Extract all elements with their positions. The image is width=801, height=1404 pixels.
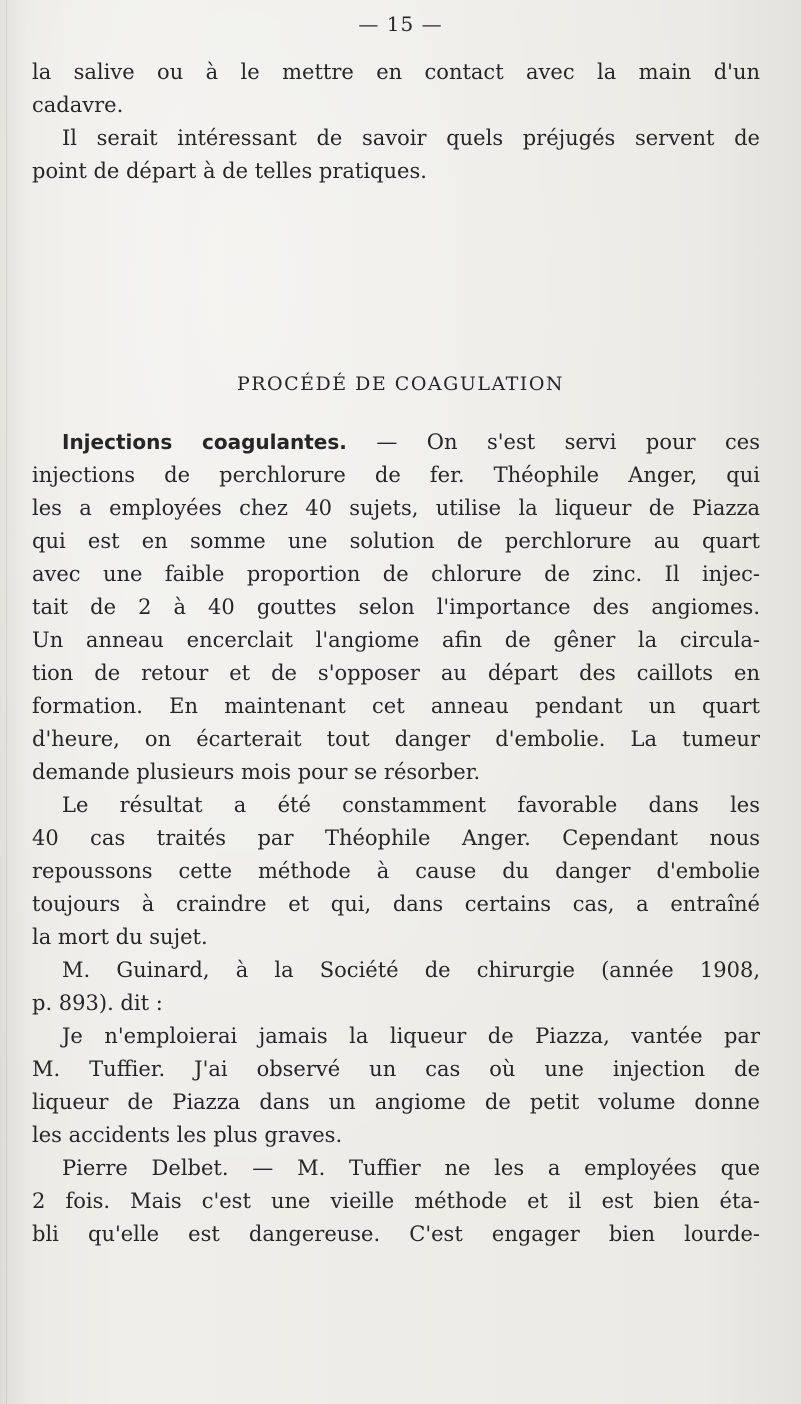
text-line: la mort du sujet. bbox=[32, 925, 208, 949]
text-line: 2 fois. Mais c'est une vieille méthode et il est bien éta- bbox=[32, 1189, 760, 1213]
text-line: p. 893). dit : bbox=[32, 991, 163, 1015]
text-line: les accidents les plus graves. bbox=[32, 1123, 343, 1147]
text-line: point de départ à de telles pratiques. bbox=[32, 159, 427, 183]
text-line: tait de 2 à 40 gouttes selon l'importance des angiomes. bbox=[32, 595, 760, 619]
text-line: Pierre Delbet. — M. Tuffier ne les a employées que bbox=[62, 1156, 760, 1180]
intro-paragraph bbox=[32, 56, 760, 188]
text-line: Il serait intéressant de savoir quels préjugés servent de bbox=[62, 126, 760, 150]
text-line: la salive ou à le mettre en contact avec la main d'un bbox=[32, 60, 760, 84]
text-line: tion de retour et de s'opposer au départ des caillots en bbox=[32, 661, 760, 685]
text-line: M. Tuffier. J'ai observé un cas où une injection de bbox=[32, 1057, 760, 1081]
text-line: injections de perchlorure de fer. Théophile Anger, qui bbox=[32, 463, 760, 487]
text-line: M. Guinard, à la Société de chirurgie (année 1908, bbox=[62, 958, 760, 982]
page-gutter-shadow bbox=[6, 0, 7, 1404]
text-line: formation. En maintenant cet anneau pendant un quart bbox=[32, 694, 760, 718]
text-line: les a employées chez 40 sujets, utilise la liqueur de Piazza bbox=[32, 496, 760, 520]
lead-rest: — On s'est servi pour ces bbox=[346, 430, 760, 454]
page-number: — 15 — bbox=[358, 12, 443, 36]
text-line: demande plusieurs mois pour se résorber. bbox=[32, 760, 481, 784]
text-line: 40 cas traités par Théophile Anger. Cependant nous bbox=[32, 826, 760, 850]
text-line: avec une faible proportion de chlorure de zinc. Il injec- bbox=[32, 562, 760, 586]
text-line: repoussons cette méthode à cause du danger d'embolie bbox=[32, 859, 760, 883]
text-line: Je n'emploierai jamais la liqueur de Piazza, vantée par bbox=[62, 1024, 760, 1048]
text-line: Un anneau encerclait l'angiome afin de gêner la circula- bbox=[32, 628, 760, 652]
text-line: qui est en somme une solution de perchlorure au quart bbox=[32, 529, 760, 553]
text-line: d'heure, on écarterait tout danger d'embolie. La tumeur bbox=[32, 727, 760, 751]
text-line: Le résultat a été constamment favorable dans les bbox=[62, 793, 760, 817]
text-line: toujours à craindre et qui, dans certains cas, a entraîné bbox=[32, 892, 760, 916]
lead-title: Injections coagulantes. bbox=[62, 430, 347, 454]
section-heading: PROCÉDÉ DE COAGULATION bbox=[236, 373, 565, 395]
text-line: bli qu'elle est dangereuse. C'est engager bien lourde- bbox=[32, 1222, 760, 1246]
text-line: liqueur de Piazza dans un angiome de petit volume donne bbox=[32, 1090, 760, 1114]
body-paragraphs bbox=[32, 426, 760, 1251]
text-line bbox=[32, 426, 760, 459]
text-line: cadavre. bbox=[32, 93, 124, 117]
